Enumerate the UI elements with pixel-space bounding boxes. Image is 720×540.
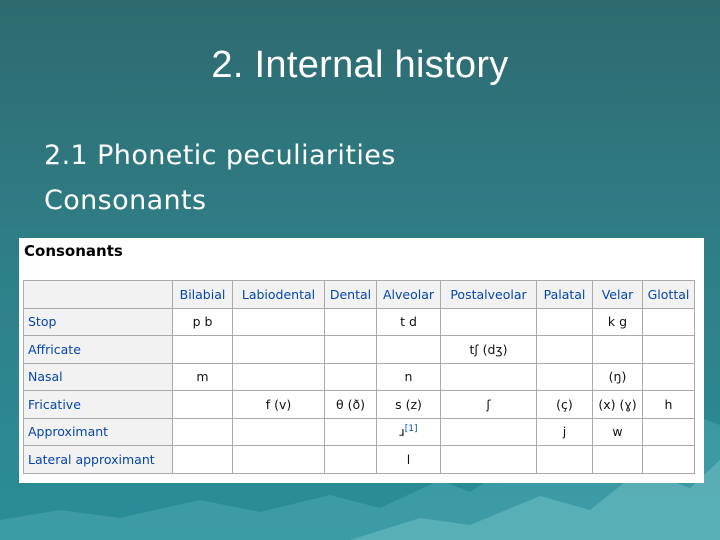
table-cell <box>173 418 233 446</box>
column-header-link[interactable]: Glottal <box>643 281 695 309</box>
table-cell <box>233 336 325 364</box>
row-header-link[interactable]: Stop <box>24 308 173 336</box>
table-cell <box>643 446 695 474</box>
row-header-link[interactable]: Fricative <box>24 391 173 419</box>
table-cell <box>173 446 233 474</box>
table-cell-with-footnote <box>377 418 441 446</box>
table-cell <box>643 336 695 364</box>
consonant-table <box>23 280 695 474</box>
header-corner-cell <box>24 281 173 309</box>
table-cell: n <box>377 363 441 391</box>
table-cell: j <box>537 418 593 446</box>
table-cell <box>537 308 593 336</box>
table-cell: (ç) <box>537 391 593 419</box>
table-cell <box>173 391 233 419</box>
table-cell: θ (ð) <box>325 391 377 419</box>
table-cell: f (v) <box>233 391 325 419</box>
table-cell <box>441 446 537 474</box>
table-caption: Consonants <box>24 242 123 260</box>
table-row <box>24 363 695 391</box>
table-cell: ʃ <box>441 391 537 419</box>
table-cell <box>325 446 377 474</box>
table-cell: w <box>593 418 643 446</box>
table-cell <box>325 308 377 336</box>
table-cell: s (z) <box>377 391 441 419</box>
table-cell <box>377 336 441 364</box>
table-cell <box>537 363 593 391</box>
table-row <box>24 391 695 419</box>
table-cell <box>233 308 325 336</box>
row-header-link[interactable]: Nasal <box>24 363 173 391</box>
consonant-table-panel <box>19 238 704 483</box>
table-cell <box>325 418 377 446</box>
table-cell <box>643 418 695 446</box>
table-cell <box>537 446 593 474</box>
table-cell <box>593 336 643 364</box>
table-cell <box>233 418 325 446</box>
row-header-link[interactable]: Lateral approximant <box>24 446 173 474</box>
table-cell <box>441 308 537 336</box>
column-header-link[interactable]: Postalveolar <box>441 281 537 309</box>
table-cell: k g <box>593 308 643 336</box>
table-cell: (ŋ) <box>593 363 643 391</box>
table-row <box>24 336 695 364</box>
table-cell: tʃ (dʒ) <box>441 336 537 364</box>
table-cell <box>325 363 377 391</box>
column-header-link[interactable]: Dental <box>325 281 377 309</box>
table-cell: p b <box>173 308 233 336</box>
slide-title: 2. Internal history <box>211 44 509 86</box>
column-header-link[interactable]: Labiodental <box>233 281 325 309</box>
table-cell: t d <box>377 308 441 336</box>
table-cell <box>325 336 377 364</box>
footnote-link[interactable]: [1] <box>404 424 418 435</box>
row-header-link[interactable]: Approximant <box>24 418 173 446</box>
table-cell <box>233 363 325 391</box>
table-cell <box>441 363 537 391</box>
table-row <box>24 418 695 446</box>
row-header-link[interactable]: Affricate <box>24 336 173 364</box>
slide-subtitle <box>44 133 396 223</box>
table-cell <box>173 336 233 364</box>
column-header-link[interactable]: Alveolar <box>377 281 441 309</box>
table-header-row <box>24 281 695 309</box>
table-cell <box>593 446 643 474</box>
table-cell <box>233 446 325 474</box>
table-row <box>24 446 695 474</box>
table-cell: l <box>377 446 441 474</box>
subtitle-line-topic: Consonants <box>44 185 207 216</box>
table-cell: m <box>173 363 233 391</box>
table-cell <box>643 363 695 391</box>
cell-text: ɹ <box>399 424 405 440</box>
table-row <box>24 308 695 336</box>
column-header-link[interactable]: Velar <box>593 281 643 309</box>
table-cell: (x) (ɣ) <box>593 391 643 419</box>
table-cell <box>441 418 537 446</box>
subtitle-line-section: 2.1 Phonetic peculiarities <box>44 140 396 171</box>
column-header-link[interactable]: Bilabial <box>173 281 233 309</box>
table-cell <box>537 336 593 364</box>
column-header-link[interactable]: Palatal <box>537 281 593 309</box>
table-cell <box>643 308 695 336</box>
table-cell: h <box>643 391 695 419</box>
